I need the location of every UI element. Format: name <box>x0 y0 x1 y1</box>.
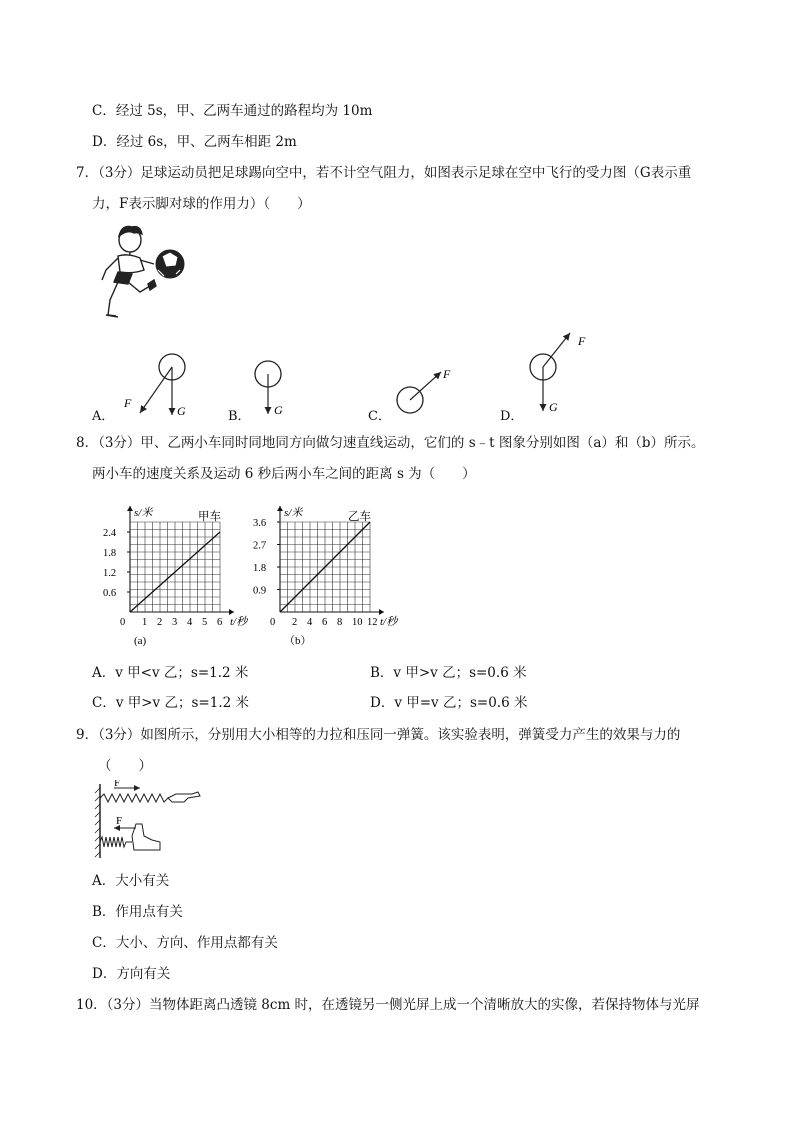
q7-option-c-label: C． <box>368 409 391 424</box>
q7-option-a-label: A． <box>92 409 115 424</box>
q8-chart-a-caption: (a) <box>134 635 147 647</box>
football-ball <box>156 250 184 278</box>
q8-chart-a-y-tick-label: 1.8 <box>103 548 117 559</box>
q8-option-d: D．v 甲=v 乙；s=0.6 米 <box>370 695 528 711</box>
q9-force-label-push: F <box>116 815 123 827</box>
q7-a-force-g: G <box>177 404 186 418</box>
q6-option-c: C．经过 5s，甲、乙两车通过的路程均为 10m <box>92 103 373 119</box>
q10-stem-line1: 10．（3分）当物体距离凸透镜 8cm 时，在透镜另一侧光屏上成一个清晰放大的实像，若保持物体与光屏 <box>76 997 700 1013</box>
q7-diagram-d <box>520 325 620 420</box>
q8-chart-a-title: 甲车 <box>198 511 221 523</box>
q9-option-a: A．大小有关 <box>92 873 170 889</box>
q8-chart-a-y-arrow <box>127 506 133 511</box>
q8-chart-b-x-tick-label: 10 <box>352 617 363 628</box>
q6-option-d: D．经过 6s，甲、乙两车相距 2m <box>92 134 297 150</box>
q8-chart-b-caption: （b） <box>284 635 312 647</box>
q8-chart-a-x-tick-label: 1 <box>142 617 148 628</box>
q8-chart-a-x-arrow <box>229 609 234 615</box>
q8-chart-b-x-tick-label: 12 <box>367 617 378 628</box>
q8-chart-b-x-tick-label: 0 <box>270 617 276 628</box>
q9-stem-line1: 9．（3分）如图所示，分别用大小相等的力拉和压同一弹簧。该实验表明，弹簧受力产生的效果与力的 <box>76 727 681 743</box>
q7-option-b-label: B． <box>228 409 251 424</box>
q9-option-d: D．方向有关 <box>92 966 171 982</box>
q8-chart-a-xlabel: t/秒 <box>230 616 248 628</box>
q8-chart-b-x-tick-label: 6 <box>322 617 328 628</box>
q8-chart-a-x-tick-label: 6 <box>217 617 223 628</box>
q9-option-c: C．大小、方向、作用点都有关 <box>92 935 278 951</box>
q8-stem-line2: 两小车的速度关系及运动 6 秒后两小车之间的距离 s 为（ ） <box>92 466 476 482</box>
football-player-illustration <box>88 220 198 325</box>
q8-chart-a-y-tick-label: 2.4 <box>103 528 117 539</box>
q8-chart-b-x-arrow <box>379 609 384 615</box>
q8-chart-a-x-tick-label: 4 <box>187 617 193 628</box>
q7-option-d-label: D． <box>500 409 524 424</box>
q9-spring-diagram <box>92 780 212 860</box>
q7-c-force-f: F <box>443 367 451 381</box>
q7-diagram-b <box>240 350 310 425</box>
q7-diagram-a <box>110 345 220 425</box>
q9-force-label-pull: F <box>114 780 121 789</box>
q8-chart-b-y-arrow <box>277 506 283 511</box>
q9-option-b: B．作用点有关 <box>92 904 183 920</box>
q8-chart-a-y-tick-label: 1.2 <box>103 568 117 579</box>
q7-a-force-f: F <box>124 396 132 410</box>
q8-option-a: A．v 甲<v 乙；s=1.2 米 <box>92 665 249 681</box>
q8-chart-b-ylabel: s/米 <box>284 507 303 519</box>
q8-chart-a-x-tick-label: 2 <box>157 617 163 628</box>
q7-b-force-g: G <box>274 403 283 417</box>
q7-diagram-c <box>385 360 475 420</box>
q8-chart-a-x-tick-label: 0 <box>120 617 126 628</box>
q8-stem-line1: 8．（3分）甲、乙两小车同时同地同方向做匀速直线运动，它们的 s﹣t 图象分别如图（a）和（b）所示。 <box>76 435 705 451</box>
q7-d-force-f: F <box>578 334 586 348</box>
q7-stem-line2: 力，F表示脚对球的作用力）（ ） <box>92 196 311 212</box>
q8-option-b: B．v 甲>v 乙；s=0.6 米 <box>370 665 527 681</box>
q8-chart-b <box>246 500 416 650</box>
q8-chart-b-title: 乙车 <box>348 511 371 523</box>
q8-chart-b-y-tick-label: 0.9 <box>253 585 267 597</box>
q8-option-c: C．v 甲>v 乙；s=1.2 米 <box>92 695 249 711</box>
q8-chart-b-xlabel: t/秒 <box>380 616 398 628</box>
q8-chart-a <box>96 500 256 650</box>
q8-chart-b-y-tick-label: 3.6 <box>253 518 267 529</box>
q9-stem-line2: （ ） <box>98 758 152 774</box>
q8-chart-a-x-tick-label: 5 <box>202 617 208 628</box>
q8-chart-b-x-tick-label: 2 <box>292 617 298 628</box>
q7-d-force-g: G <box>549 400 558 414</box>
q8-chart-a-ylabel: s/米 <box>134 507 153 519</box>
q8-chart-a-x-tick-label: 3 <box>172 617 178 628</box>
q8-chart-b-y-tick-label: 2.7 <box>253 540 267 552</box>
q8-chart-b-y-tick-label: 1.8 <box>253 563 267 574</box>
q8-chart-b-x-tick-label: 4 <box>307 617 313 628</box>
q7-stem-line1: 7．（3分）足球运动员把足球踢向空中，若不计空气阻力，如图表示足球在空中飞行的受力图（G表示重 <box>76 165 692 181</box>
q8-chart-b-x-tick-label: 8 <box>337 617 343 628</box>
q8-chart-a-y-tick-label: 0.6 <box>103 588 117 599</box>
